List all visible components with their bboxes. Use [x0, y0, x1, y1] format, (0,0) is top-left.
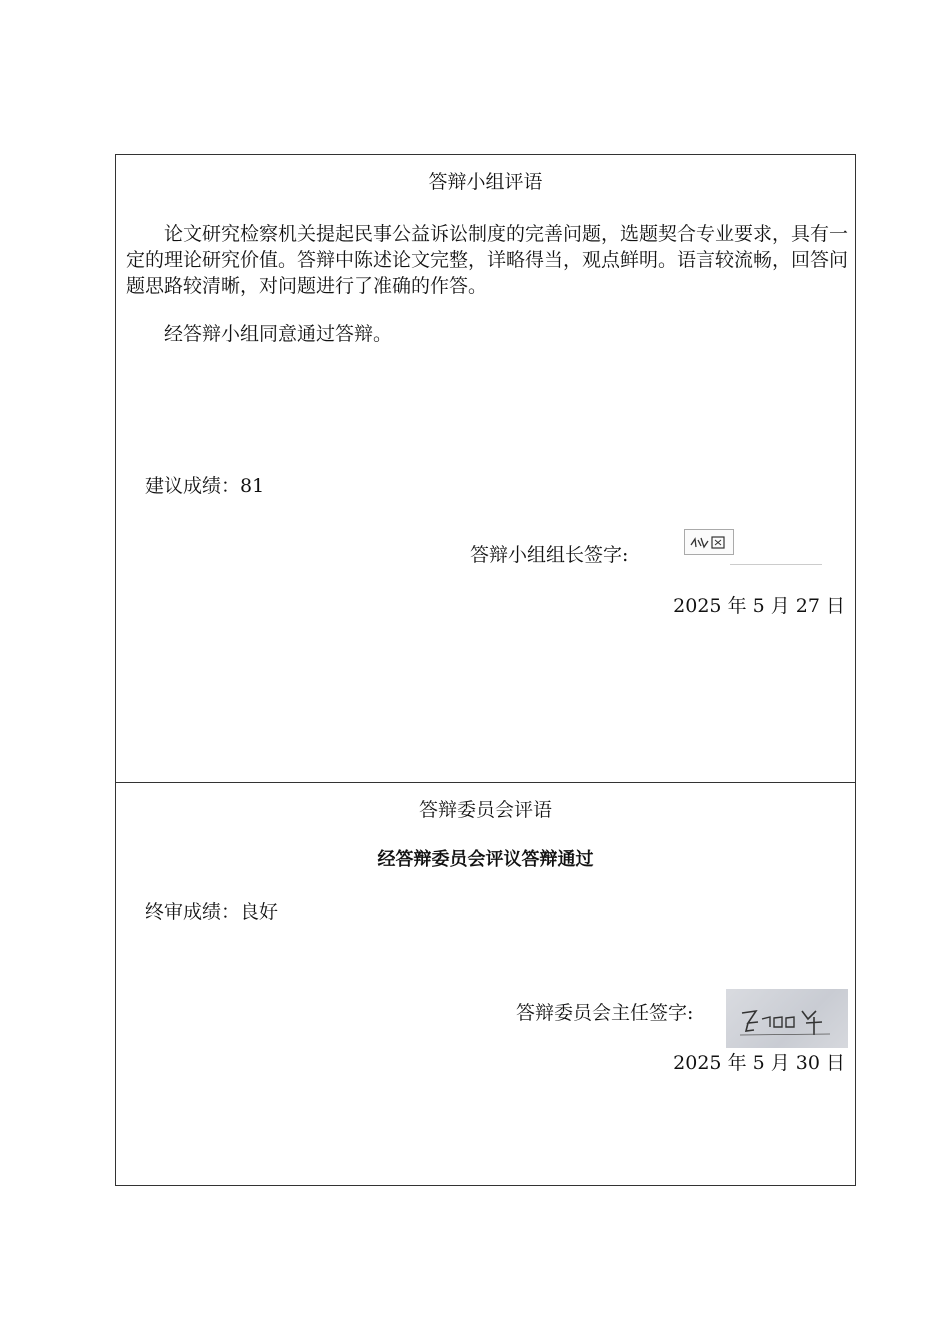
section-divider [116, 782, 855, 783]
group-conclusion: 经答辩小组同意通过答辩。 [164, 323, 393, 345]
committee-section-title: 答辩委员会评语 [418, 799, 552, 821]
suggested-grade: 建议成绩：81 [145, 475, 265, 497]
group-comment: 论文研究检察机关提起民事公益诉讼制度的完善问题，选题契合专业要求，具有一定的理论研究价值。答辩中陈述论文完整，详略得当，观点鲜明。语言较流畅，回答问题思路较清晰，对问题进行了准确的作答。 [126, 223, 849, 297]
committee-verdict: 经答辩委员会评议答辩通过 [377, 849, 594, 870]
evaluation-form [115, 154, 856, 1186]
leader-signature-label: 答辩小组组长签字: [470, 544, 629, 566]
final-grade: 终审成绩：良好 [145, 901, 279, 923]
chair-signature-label: 答辩委员会主任签字: [516, 1002, 694, 1024]
leader-signature-image [684, 529, 734, 555]
group-section-title: 答辩小组评语 [428, 171, 543, 193]
leader-signature-line [730, 564, 822, 565]
chair-signature-image [726, 989, 848, 1048]
committee-date: 2025 年 5 月 30 日 [673, 1052, 845, 1074]
group-date: 2025 年 5 月 27 日 [673, 595, 845, 617]
